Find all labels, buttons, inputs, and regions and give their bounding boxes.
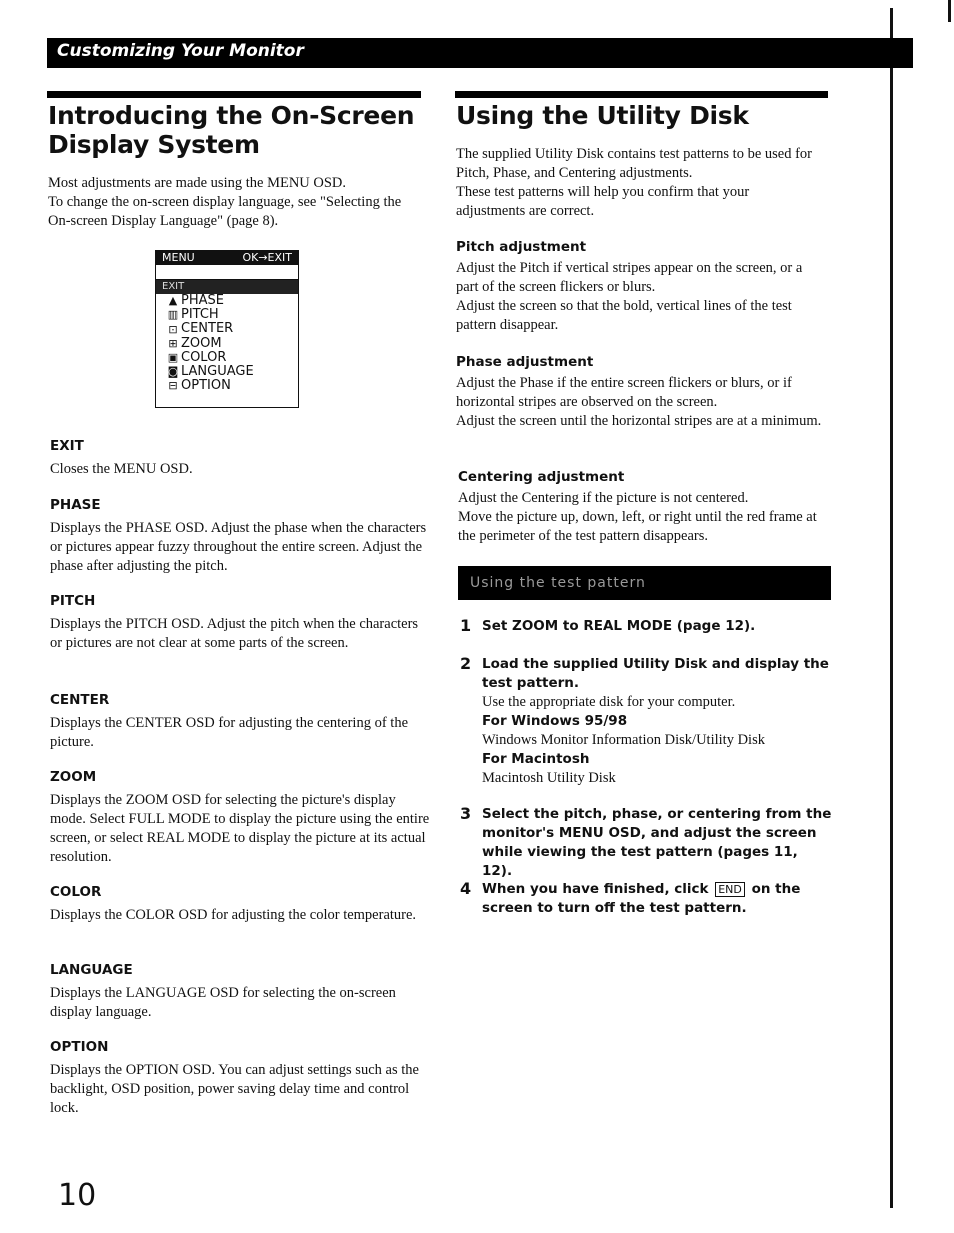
- osd-blank-row: [156, 265, 298, 280]
- section-rule: [455, 91, 828, 98]
- step-text: Set ZOOM to REAL MODE (page 12).: [482, 618, 756, 634]
- section-rule: [47, 91, 421, 98]
- menu-item-color: [50, 884, 430, 925]
- left-title-block: [48, 101, 418, 159]
- end-key-icon: END: [715, 882, 745, 897]
- item-term: EXIT: [50, 438, 84, 454]
- step-text: [482, 880, 832, 918]
- menu-item-pitch: [50, 593, 430, 653]
- step-number: 1: [460, 616, 472, 635]
- menu-osd-illustration: [155, 250, 299, 408]
- chapter-title: Customizing Your Monitor: [57, 41, 304, 61]
- osd-item-color: [156, 351, 298, 365]
- pitch-icon: ▥: [167, 308, 179, 322]
- step-text: Select the pitch, phase, or centering from the monitor's MENU OSD, and adjust the screen while viewing the test pattern (pages 11, 12).: [482, 806, 832, 879]
- osd-item-zoom: [156, 337, 298, 351]
- item-term: PHASE: [50, 497, 101, 513]
- item-term: ZOOM: [50, 769, 97, 785]
- osd-highlighted-item: EXIT: [156, 280, 298, 294]
- crop-mark: [948, 0, 951, 22]
- section-title: Using the Utility Disk: [456, 101, 749, 130]
- step-1: [460, 617, 832, 636]
- item-desc: Displays the PITCH OSD. Adjust the pitch when the characters or pictures are not clear at some parts of the screen.: [50, 616, 419, 651]
- step-text-before: When you have finished, click: [482, 881, 709, 897]
- intro-line: These test patterns will help you confirm that your adjustments are correct.: [456, 184, 750, 219]
- os-heading-macintosh: For Macintosh: [482, 751, 590, 767]
- item-desc: Displays the CENTER OSD for adjusting the centering of the picture.: [50, 715, 409, 750]
- zoom-icon: ⊞: [168, 336, 178, 350]
- item-term: PITCH: [50, 593, 96, 609]
- os-heading-windows: For Windows 95/98: [482, 713, 628, 729]
- step-text-after: on the screen to turn off the test pattern.: [482, 881, 801, 916]
- osd-item-label: OPTION: [181, 378, 231, 394]
- step-3: [460, 805, 832, 881]
- item-desc: Displays the PHASE OSD. Adjust the phase when the characters or pictures appear fuzzy throughout the entire screen. Adjust the phase after adjusting the pitch.: [50, 520, 427, 574]
- chapter-header-bar: [47, 38, 913, 68]
- subsection-heading: Centering adjustment: [458, 469, 625, 485]
- right-intro: [456, 145, 818, 221]
- section-title: Introducing the On-Screen Display System: [48, 101, 415, 159]
- subsection-line: Adjust the Phase if the entire screen flickers or blurs, or if horizontal stripes are observed on the screen.: [456, 375, 792, 410]
- step-number: 4: [460, 879, 472, 898]
- step-4: [460, 880, 832, 918]
- osd-item-option: [156, 379, 298, 393]
- intro-line: The supplied Utility Disk contains test patterns to be used for Pitch, Phase, and Centering adjustments.: [456, 146, 812, 181]
- subsection-line: Adjust the screen so that the bold, vertical lines of the test pattern disappear.: [456, 298, 792, 333]
- left-intro: [48, 174, 413, 231]
- intro-line: To change the on-screen display language, see "Selecting the On-screen Display Language" (page 8).: [48, 194, 402, 229]
- subsection-heading: Pitch adjustment: [456, 239, 587, 255]
- subsection-line: Adjust the Pitch if vertical stripes appear on the screen, or a part of the screen flickers or blurs.: [456, 260, 803, 295]
- step-number: 2: [460, 654, 472, 673]
- menu-item-option: [50, 1039, 430, 1118]
- page-edge-rule: [890, 8, 893, 1208]
- center-icon: ⊡: [168, 322, 178, 336]
- osd-header-menu: MENU: [162, 251, 195, 264]
- option-icon: ⊟: [168, 379, 178, 393]
- item-desc: Displays the OPTION OSD. You can adjust settings such as the backlight, OSD position, power saving delay time and control lock.: [50, 1062, 419, 1116]
- phase-icon: ▲: [168, 294, 178, 308]
- menu-item-zoom: [50, 769, 430, 867]
- step-number: 3: [460, 804, 472, 823]
- osd-item-label: COLOR: [181, 349, 227, 365]
- item-term: OPTION: [50, 1039, 109, 1055]
- osd-item-label: CENTER: [181, 321, 234, 337]
- item-term: CENTER: [50, 692, 110, 708]
- pitch-adjustment-section: [456, 239, 826, 335]
- osd-item-language: [156, 365, 298, 379]
- menu-item-language: [50, 962, 430, 1022]
- item-desc: Closes the MENU OSD.: [50, 461, 193, 477]
- test-pattern-banner: Using the test pattern: [458, 566, 831, 600]
- osd-item-label: PITCH: [181, 307, 219, 323]
- osd-item-pitch: [156, 308, 298, 322]
- item-desc: Displays the ZOOM OSD for selecting the picture's display mode. Select FULL MODE to display the picture using the entire screen, or select REAL MODE to display the picture at its actual resolution.: [50, 792, 430, 865]
- osd-item-label: ZOOM: [181, 335, 222, 351]
- intro-line: Most adjustments are made using the MENU OSD.: [48, 175, 347, 191]
- subsection-line: Adjust the Centering if the picture is not centered.: [458, 490, 749, 506]
- centering-adjustment-section: [458, 469, 833, 546]
- osd-header-ok: OK→EXIT: [242, 251, 292, 264]
- subsection-heading: Phase adjustment: [456, 354, 594, 370]
- menu-item-exit: [50, 438, 430, 479]
- item-desc: Displays the LANGUAGE OSD for selecting the on-screen display language.: [50, 985, 396, 1020]
- right-title-block: [456, 101, 826, 130]
- osd-item-label: PHASE: [181, 293, 224, 308]
- color-icon: ▣: [167, 350, 179, 364]
- step-text: Load the supplied Utility Disk and display the test pattern.: [482, 656, 829, 691]
- page-number: 10: [58, 1178, 97, 1213]
- item-term: COLOR: [50, 884, 102, 900]
- item-term: LANGUAGE: [50, 962, 133, 978]
- os-desc-macintosh: Macintosh Utility Disk: [482, 770, 616, 786]
- language-icon: ◙: [167, 365, 179, 379]
- step-subtext: Use the appropriate disk for your computer.: [482, 694, 736, 710]
- os-desc-windows: Windows Monitor Information Disk/Utility Disk: [482, 732, 765, 748]
- osd-header: [156, 251, 298, 265]
- menu-item-phase: [50, 497, 430, 576]
- item-desc: Displays the COLOR OSD for adjusting the color temperature.: [50, 907, 417, 923]
- phase-adjustment-section: [456, 354, 826, 431]
- osd-item-phase: [156, 294, 298, 308]
- osd-item-label: LANGUAGE: [181, 364, 254, 380]
- subsection-line: Adjust the screen until the horizontal stripes are at a minimum.: [456, 413, 822, 429]
- subsection-line: Move the picture up, down, left, or right until the red frame at the perimeter of the test pattern disappears.: [458, 509, 817, 544]
- osd-item-center: [156, 322, 298, 336]
- menu-item-center: [50, 692, 430, 752]
- step-2: [460, 655, 832, 788]
